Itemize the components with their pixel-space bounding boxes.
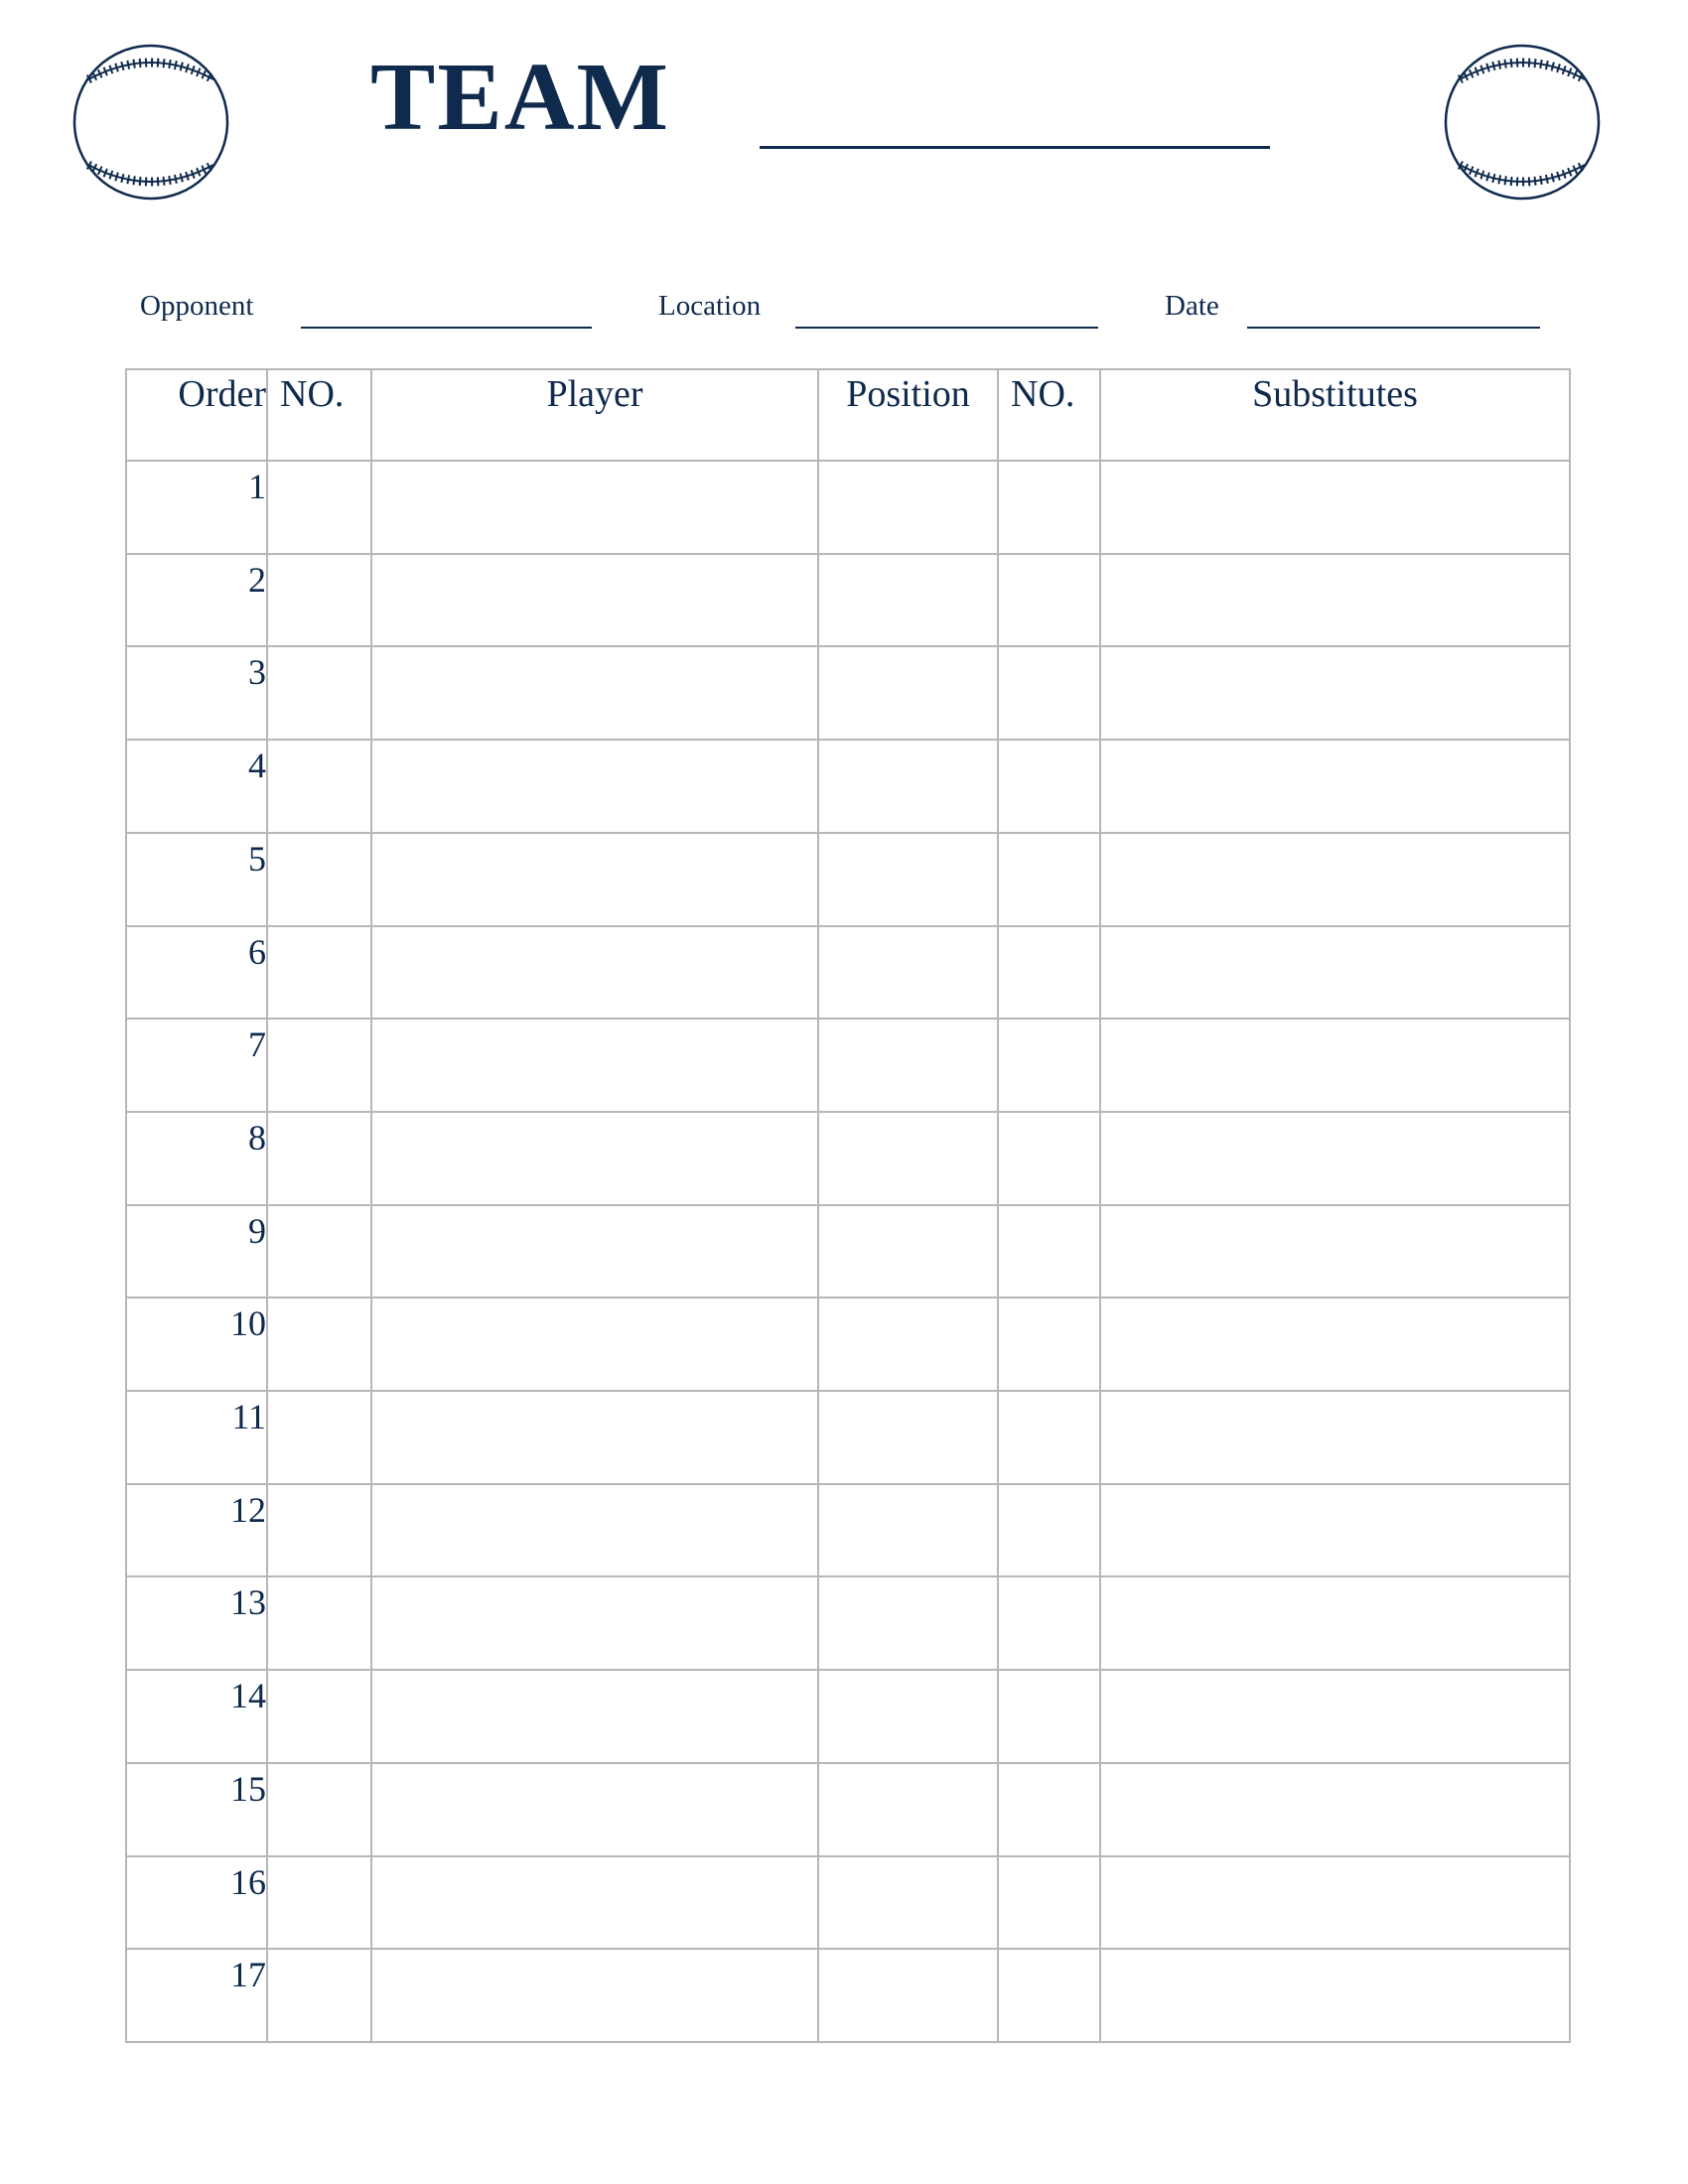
sub-number-cell[interactable] — [998, 1297, 1100, 1391]
substitutes-cell[interactable] — [1100, 461, 1570, 554]
substitutes-cell[interactable] — [1100, 926, 1570, 1020]
number-cell[interactable] — [267, 1856, 371, 1950]
order-number: 5 — [126, 833, 267, 926]
number-cell[interactable] — [267, 1205, 371, 1298]
substitutes-cell[interactable] — [1100, 1205, 1570, 1298]
number-cell[interactable] — [267, 1763, 371, 1856]
table-row — [126, 1856, 1570, 1950]
player-cell[interactable] — [371, 646, 818, 740]
order-number: 12 — [126, 1484, 267, 1577]
substitutes-cell[interactable] — [1100, 1391, 1570, 1484]
order-number: 16 — [126, 1856, 267, 1950]
sub-number-cell[interactable] — [998, 833, 1100, 926]
table-row — [126, 554, 1570, 647]
player-cell[interactable] — [371, 833, 818, 926]
team-name-field[interactable] — [760, 146, 1270, 149]
table-row — [126, 1949, 1570, 2042]
sub-number-cell[interactable] — [998, 740, 1100, 833]
page-title: TEAM — [370, 44, 670, 151]
order-number: 11 — [126, 1391, 267, 1484]
sub-number-cell[interactable] — [998, 646, 1100, 740]
sub-number-cell[interactable] — [998, 1112, 1100, 1205]
date-label: Date — [1165, 290, 1219, 322]
column-header-order: Order — [126, 369, 267, 461]
player-cell[interactable] — [371, 926, 818, 1020]
player-cell[interactable] — [371, 1297, 818, 1391]
sub-number-cell[interactable] — [998, 1576, 1100, 1670]
position-cell[interactable] — [818, 1484, 998, 1577]
sub-number-cell[interactable] — [998, 1391, 1100, 1484]
number-cell[interactable] — [267, 833, 371, 926]
player-cell[interactable] — [371, 1019, 818, 1112]
number-cell[interactable] — [267, 646, 371, 740]
player-cell[interactable] — [371, 1949, 818, 2042]
sub-number-cell[interactable] — [998, 1763, 1100, 1856]
lineup-table — [125, 368, 1571, 2043]
player-cell[interactable] — [371, 1670, 818, 1763]
position-cell[interactable] — [818, 1670, 998, 1763]
position-cell[interactable] — [818, 554, 998, 647]
number-cell[interactable] — [267, 554, 371, 647]
number-cell[interactable] — [267, 1576, 371, 1670]
baseball-icon — [1438, 38, 1607, 206]
position-cell[interactable] — [818, 1112, 998, 1205]
table-row — [126, 926, 1570, 1020]
column-header-sub-number: NO. — [998, 369, 1100, 461]
table-header-row — [126, 369, 1570, 461]
position-cell[interactable] — [818, 1763, 998, 1856]
player-cell[interactable] — [371, 1763, 818, 1856]
location-label: Location — [658, 290, 762, 322]
substitutes-cell[interactable] — [1100, 1297, 1570, 1391]
number-cell[interactable] — [267, 1112, 371, 1205]
number-cell[interactable] — [267, 1297, 371, 1391]
location-field[interactable] — [795, 327, 1098, 329]
number-cell[interactable] — [267, 1670, 371, 1763]
number-cell[interactable] — [267, 926, 371, 1020]
position-cell[interactable] — [818, 833, 998, 926]
substitutes-cell[interactable] — [1100, 1856, 1570, 1950]
number-cell[interactable] — [267, 1391, 371, 1484]
opponent-field[interactable] — [301, 327, 592, 329]
opponent-label: Opponent — [140, 290, 254, 322]
sub-number-cell[interactable] — [998, 1670, 1100, 1763]
order-number: 10 — [126, 1297, 267, 1391]
table-row — [126, 1670, 1570, 1763]
position-cell[interactable] — [818, 461, 998, 554]
position-cell[interactable] — [818, 646, 998, 740]
position-cell[interactable] — [818, 1856, 998, 1950]
sub-number-cell[interactable] — [998, 1205, 1100, 1298]
player-cell[interactable] — [371, 1484, 818, 1577]
substitutes-cell[interactable] — [1100, 1019, 1570, 1112]
order-number: 15 — [126, 1763, 267, 1856]
sub-number-cell[interactable] — [998, 461, 1100, 554]
table-row — [126, 1763, 1570, 1856]
table-row — [126, 740, 1570, 833]
table-row — [126, 833, 1570, 926]
table-row — [126, 1019, 1570, 1112]
column-header-position: Position — [818, 369, 998, 461]
order-number: 6 — [126, 926, 267, 1020]
sub-number-cell[interactable] — [998, 1856, 1100, 1950]
substitutes-cell[interactable] — [1100, 1763, 1570, 1856]
table-row — [126, 1576, 1570, 1670]
substitutes-cell[interactable] — [1100, 740, 1570, 833]
order-number: 9 — [126, 1205, 267, 1298]
order-number: 1 — [126, 461, 267, 554]
number-cell[interactable] — [267, 1019, 371, 1112]
table-row — [126, 1391, 1570, 1484]
position-cell[interactable] — [818, 1391, 998, 1484]
sub-number-cell[interactable] — [998, 1949, 1100, 2042]
table-row — [126, 646, 1570, 740]
table-row — [126, 461, 1570, 554]
table-row — [126, 1484, 1570, 1577]
date-field[interactable] — [1247, 327, 1540, 329]
number-cell[interactable] — [267, 1484, 371, 1577]
column-header-player: Player — [371, 369, 818, 461]
number-cell[interactable] — [267, 461, 371, 554]
player-cell[interactable] — [371, 740, 818, 833]
position-cell[interactable] — [818, 740, 998, 833]
position-cell[interactable] — [818, 1019, 998, 1112]
order-number: 7 — [126, 1019, 267, 1112]
order-number: 17 — [126, 1949, 267, 2042]
player-cell[interactable] — [371, 1205, 818, 1298]
order-number: 13 — [126, 1576, 267, 1670]
column-header-number: NO. — [267, 369, 371, 461]
order-number: 14 — [126, 1670, 267, 1763]
substitutes-cell[interactable] — [1100, 1576, 1570, 1670]
position-cell[interactable] — [818, 1297, 998, 1391]
order-number: 2 — [126, 554, 267, 647]
baseball-icon — [67, 38, 235, 206]
sub-number-cell[interactable] — [998, 1484, 1100, 1577]
substitutes-cell[interactable] — [1100, 646, 1570, 740]
position-cell[interactable] — [818, 1205, 998, 1298]
player-cell[interactable] — [371, 1576, 818, 1670]
player-cell[interactable] — [371, 461, 818, 554]
sub-number-cell[interactable] — [998, 554, 1100, 647]
position-cell[interactable] — [818, 1576, 998, 1670]
number-cell[interactable] — [267, 740, 371, 833]
number-cell[interactable] — [267, 1949, 371, 2042]
player-cell[interactable] — [371, 1856, 818, 1950]
substitutes-cell[interactable] — [1100, 833, 1570, 926]
player-cell[interactable] — [371, 1391, 818, 1484]
order-number: 8 — [126, 1112, 267, 1205]
player-cell[interactable] — [371, 1112, 818, 1205]
table-row — [126, 1297, 1570, 1391]
substitutes-cell[interactable] — [1100, 1484, 1570, 1577]
substitutes-cell[interactable] — [1100, 554, 1570, 647]
position-cell[interactable] — [818, 1949, 998, 2042]
substitutes-cell[interactable] — [1100, 1112, 1570, 1205]
substitutes-cell[interactable] — [1100, 1949, 1570, 2042]
column-header-substitutes: Substitutes — [1100, 369, 1570, 461]
table-row — [126, 1205, 1570, 1298]
order-number: 4 — [126, 740, 267, 833]
order-number: 3 — [126, 646, 267, 740]
substitutes-cell[interactable] — [1100, 1670, 1570, 1763]
sub-number-cell[interactable] — [998, 926, 1100, 1020]
position-cell[interactable] — [818, 926, 998, 1020]
table-row — [126, 1112, 1570, 1205]
player-cell[interactable] — [371, 554, 818, 647]
sub-number-cell[interactable] — [998, 1019, 1100, 1112]
